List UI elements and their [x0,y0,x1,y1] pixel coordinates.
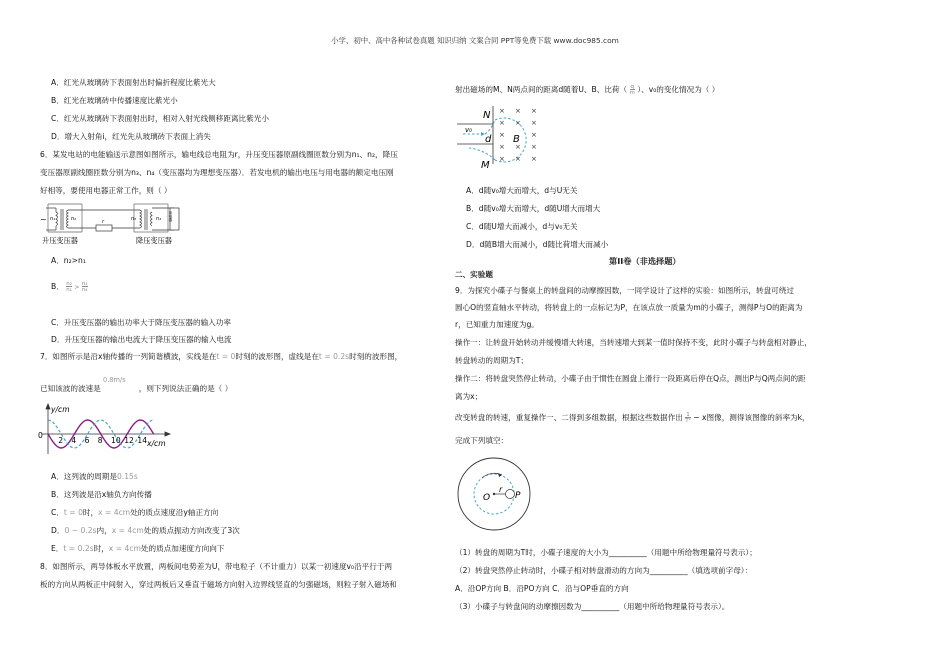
q7-option-d [51,526,240,535]
q7-e-sep: 时， [93,544,109,553]
q9-sub3: （3）小碟子与转盘间的动摩擦因数为__________（用题中所给物理量符号表示）。 [455,602,730,611]
field-cross: × [499,107,505,115]
q6-stem-line2: 变压器原副线圈匝数分别为n₃、n₄（变压器均为理想变压器）．若发电机的输出电压与用电器的额定电压刚 [40,168,394,177]
q9-op1-line2: 转盘转动的周期为T； [455,356,528,365]
q9-stem-line4 [455,412,810,424]
field-cross: × [531,119,537,127]
q5-option-d: D．增大入射角i，红光先从玻璃砖下表面上消失 [51,132,211,141]
label-B: B [513,134,520,145]
q6-option-b [51,281,88,293]
q7-d-text: 处的质点振动方向改变了3次 [143,526,240,535]
section-experiment: 二、实验题 [455,270,493,279]
frac1-bottom: n₁ [66,287,72,294]
q9-reciprocal-fraction [685,412,691,424]
q7-a-value: 0.15s [116,472,138,481]
q7-c-text: 处的质点速度沿y轴正方向 [130,508,219,517]
label-O: O [483,493,491,503]
q8-stem-line3 [455,84,719,96]
frac2-top: n₃ [81,281,88,287]
label-P: P [515,491,521,501]
field-cross: × [499,119,505,127]
q6-option-d: D．升压变压器的输出电流大于降压变压器的输入电流 [51,335,232,344]
label-n3: n₃ [131,216,137,222]
q6-option-b-gt: > [74,284,80,292]
frac-q: q [630,84,634,90]
q6-stem-line3: 好相等，要使用电器正常工作，则（ ） [40,186,172,195]
q7-speed-value: 0.8m/s [103,376,126,384]
x-axis-label: x/cm [147,439,166,448]
q7-c-time: t = 0 [63,508,83,517]
label-r-radius: r [499,485,503,494]
transformer-figure [38,198,198,246]
load-label: 用电器 [169,211,173,222]
q9-sub2: （2）转盘突然停止转动时，小碟子相对转盘滑动的方向为__________（填选项前字母）： [455,566,753,575]
q8-option-a: A．d随v₀增大而增大，d与U无关 [466,186,578,195]
label-d: d [485,134,492,145]
q7-question-text: ，则下列说法正确的是（ ） [138,384,233,393]
x-tick-4: 4 [71,436,77,445]
q7-c-pos: x = 4cm [98,508,131,517]
q8-stem-line1: 8．如图所示，两导体板水平放置，两板间电势差为U，带电粒子（不计重力）以某一初速度v₀沿平行于两 [40,562,393,571]
q7-c-label: C． [51,508,64,517]
q7-d-label: D． [51,526,65,535]
label-M: M [481,160,490,171]
q9-text-a: 改变转盘的转速，重复操作一、二得到多组数据，根据这些数据作出 [455,413,683,423]
q9-op2-line2: 离为x； [455,392,483,401]
q8-text-b: ）、v₀的变化情况为（ ） [637,85,720,95]
x-tick-14: 14 [137,436,148,445]
q7-t02: t = 0.2s [318,352,350,361]
q9-op1-line1: 操作一：让转盘开始转动并缓慢增大转速，当转速增大到某一值时保持不变，此时小碟子与转盘相对静止， [455,338,812,347]
q7-option-b: B．这列波是沿x轴负方向传播 [51,490,152,499]
field-cross: × [499,131,505,139]
y-axis-label: y/cm [51,405,70,414]
q9-sub1: （1）转盘的周期为T时，小碟子速度的大小为__________（用题中所给物理量符号表示）； [455,548,757,557]
q9-stem-line5: 完成下列填空： [455,436,509,445]
q7-t0: t = 0 [216,352,236,361]
q7-speed-text: 已知该波的波速是 [40,384,101,393]
q7-e-time: t = 0.2s [63,544,94,553]
q7-d-time: 0 ~ 0.2s [64,526,97,535]
magnetic-field-figure [455,102,585,172]
q7-c-sep: 时， [82,508,99,517]
q7-option-a [51,472,138,481]
q8-option-b: B．d随v₀增大而增大，d随U增大而增大 [466,204,601,213]
q8-charge-mass-fraction [630,84,635,96]
q7-text-c: 时刻的波形图，虚线是在 [235,352,319,361]
turntable-figure [454,454,534,534]
q9-sub2-options: A．沿OP方向 B．沿PO方向 C．沿与OP垂直的方向 [455,584,629,593]
label-N: N [483,110,491,121]
field-cross: × [531,131,537,139]
label-r: r [102,219,105,225]
x-tick-10: 10 [111,436,121,445]
q7-d-sep: 内， [96,526,112,535]
q7-text-a: 7．如图所示是沿x轴传播的一列简谐横波，实线是在 [40,352,217,361]
field-cross: × [531,107,537,115]
q7-stem-line1 [40,352,402,361]
field-cross: × [515,155,521,163]
ac-source-symbol: ~ [40,215,47,224]
q6-option-a: A．n₂>n₁ [51,256,86,265]
wave-figure [36,402,176,458]
x-tick-12: 12 [124,436,134,445]
q8-stem-line2: 板的方向从两板正中间射入，穿过两板后又垂直于磁场方向射入边界线竖直的匀强磁场，则粒子射入磁场和 [40,580,397,589]
page-header: 小学、初中、高中各种试卷真题 知识归纳 文案合同 PPT等免费下载 www.doc985.com [331,36,619,45]
q5-option-a: A．红光从玻璃砖下表面射出时偏折程度比紫光大 [51,78,216,87]
field-cross: × [515,107,521,115]
label-v0: v₀ [465,126,472,134]
q7-text-e: 时刻的波形图， [349,352,403,361]
q8-option-d: D．d随B增大而减小，d随比荷增大而减小 [466,240,609,249]
x-tick-8: 8 [97,436,103,445]
x-tick-2: 2 [58,436,64,445]
frac1-top: n₂ [66,281,72,287]
q7-a-text: A．这列波的周期是 [51,472,117,481]
frac-m: m [629,90,635,97]
label-n4: n₄ [156,216,162,222]
q7-stem-line2 [40,384,232,393]
frac-1: 1 [686,412,690,418]
q6-option-c: C．升压变压器的输出功率大于降压变压器的输入功率 [51,318,231,327]
q7-option-e [51,544,224,553]
field-cross: × [515,119,521,127]
q5-option-c: C．红光从玻璃砖下表面射出时，相对入射光线侧移距离比紫光小 [51,114,269,123]
part2-title: 第II卷（非选择题） [609,256,681,266]
q5-option-b: B．红光在玻璃砖中传播速度比紫光小 [51,96,178,105]
label-n1: n₁ [50,216,56,222]
caption-step-up: 升压变压器 [42,236,78,245]
q7-e-pos: x = 4cm [108,544,141,553]
frac2-bottom: n₄ [81,287,88,294]
field-cross: × [499,143,505,151]
caption-step-down: 降压变压器 [136,236,172,245]
origin-label: 0 [38,431,43,440]
q6-option-b-fraction2 [82,281,88,293]
q8-text-a: 射出磁场的M、N两点间的距离d随着U、B、比荷（ [455,85,628,95]
label-n2: n₂ [71,216,77,222]
q9-stem-line2: 圆心O的竖直轴水平转动，将转盘上的一点标记为P，在该点放一质量为m的小碟子，测得P与O的距离为 [455,303,803,312]
q9-text-b: − x图像，测得该图像的斜率为k， [693,413,810,423]
q9-stem-line1: 9．为探究小碟子与餐桌上的转盘间的动摩擦因数，一同学设计了这样的实验：如图所示，转盘可绕过 [455,286,794,295]
q7-e-text: 处的质点加速度方向向下 [140,544,225,553]
q7-e-label: E． [51,544,64,553]
x-tick-6: 6 [84,436,90,445]
q6-option-b-label: B． [51,282,64,292]
q6-stem-line1: 6．某发电站的电能输送示意图如图所示，输电线总电阻为r，升压变压器原副线圈匝数分别为n₁、n₂，降压 [40,150,398,159]
q9-stem-line3: r，已知重力加速度为g。 [455,320,539,329]
field-cross: × [531,143,537,151]
q9-op2-line1: 操作二：将转盘突然停止转动，小碟子由于惯性在圆盘上滑行一段距离后停在Q点，测出P与Q两点间的距 [455,374,806,383]
field-cross: × [515,143,521,151]
field-cross: × [531,155,537,163]
q8-option-c: C．d随U增大而减小，d与v₀无关 [466,222,578,231]
q6-option-b-fraction1 [66,281,72,293]
q7-d-pos: x = 4cm [111,526,144,535]
field-cross: × [499,155,505,163]
q7-option-c [51,508,218,517]
frac-T2: T² [685,418,691,425]
